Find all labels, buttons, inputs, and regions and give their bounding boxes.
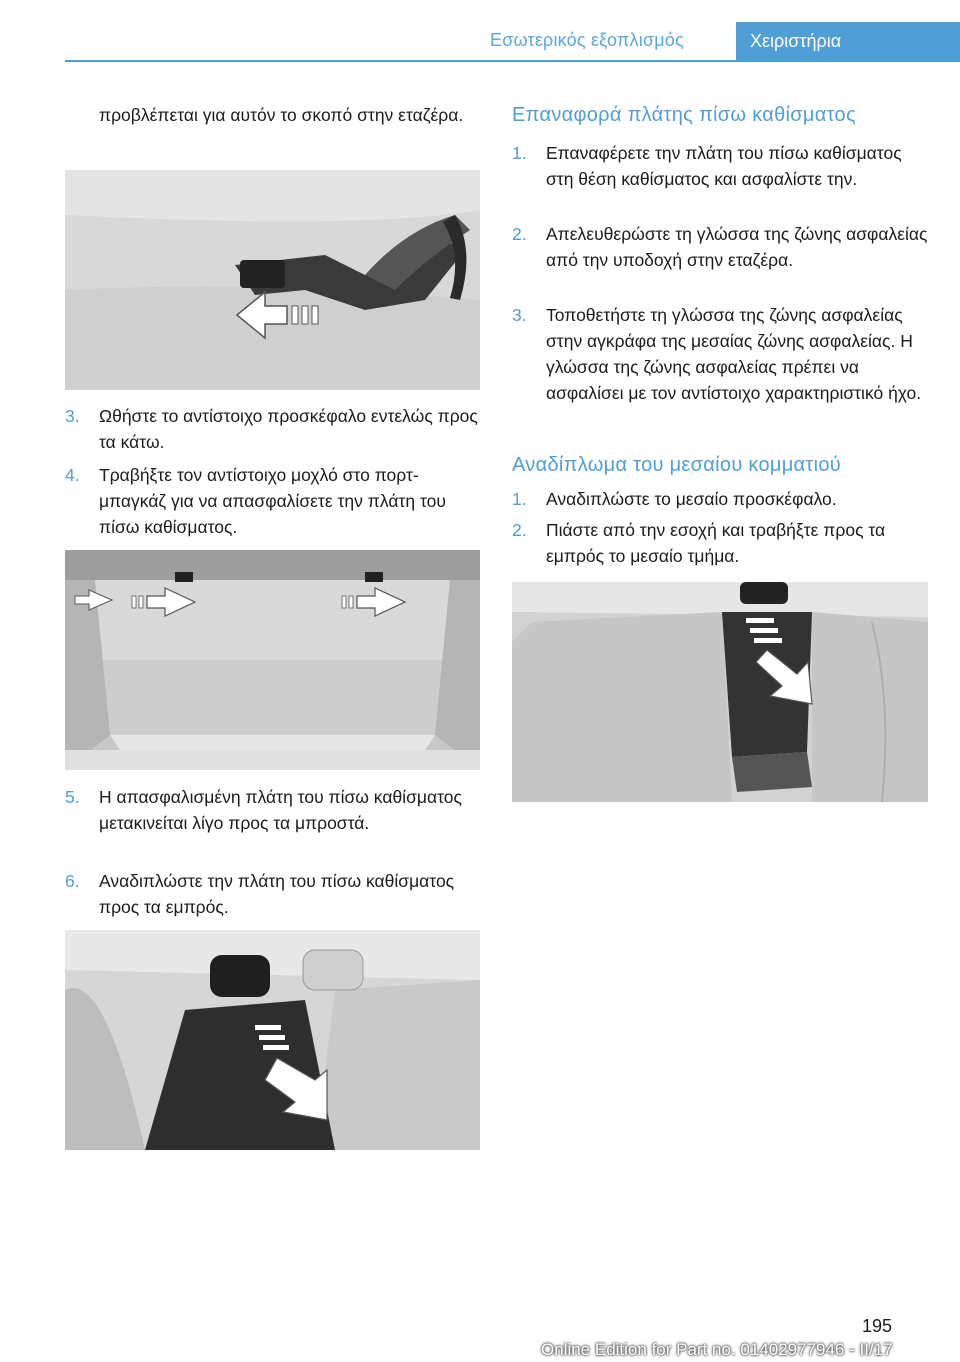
step-item [512,140,928,192]
step-text: Αναδιπλώστε το μεσαίο προσκέφαλο. [546,489,837,509]
step-number: 4. [65,465,80,485]
step-text: Επαναφέρετε την πλάτη του πίσω καθίσματος στη θέση καθίσματος και ασφαλίστε την. [546,143,902,189]
trunk-illustration [65,550,480,770]
step-item [512,486,928,512]
section-heading-fold-middle-section: Αναδίπλωμα του μεσαίου κομματιού [512,454,842,476]
step-text: Πιάστε από την εσοχή και τραβήξτε προς τα εμπρός το μεσαίο τμήμα. [546,520,886,566]
step-text: Τραβήξτε τον αντίστοιχο μοχλό στο πορτμπαγκάζ για να απασφαλίσετε την πλάτη του πίσω καθίσματος. [99,465,446,537]
step-text: Η απασφαλισμένη πλάτη του πίσω καθίσματος μετακινείται λίγο προς τα μπροστά. [99,787,462,833]
step-number: 1. [512,143,527,163]
step-item [65,784,480,836]
seat-fold-illustration [65,930,480,1150]
step-number: 3. [512,305,527,325]
step-number: 5. [65,787,80,807]
step-text: Ωθήστε το αντίστοιχο προσκέφαλο εντελώς προς τα κάτω. [99,406,478,452]
step-item [65,403,480,455]
page-number: 195 [862,1316,893,1336]
intro-paragraph: προβλέπεται για αυτόν το σκοπό στην εταζέρα. [99,105,464,125]
step-item [65,462,480,540]
step-text: Τοποθετήστε τη γλώσσα της ζώνης ασφαλείας στην αγκράφα της μεσαίας ζώνης ασφαλείας. Η γλώσσα της ζώνης ασφαλείας πρέπει να ασφαλίσει με τον αντίστοιχο χαρακτηριστικό ήχο. [546,305,922,403]
step-item [65,868,480,920]
step-number: 1. [512,489,527,509]
footer-edition-note: Online Edition for Part no. 01402977946 - II/17 [541,1340,893,1359]
step-number: 3. [65,406,80,426]
step-text: Αναδιπλώστε την πλάτη του πίσω καθίσματος προς τα εμπρός. [99,871,455,917]
figure-belt-tongue [65,170,480,390]
header-chapter-tab: Χειριστήρια [736,22,960,62]
middle-section-illustration [512,582,928,802]
belt-tongue-illustration [65,170,480,390]
step-text: Απελευθερώστε τη γλώσσα της ζώνης ασφαλείας από την υποδοχή στην εταζέρα. [546,224,928,270]
step-item [512,221,928,273]
step-number: 2. [512,224,527,244]
step-number: 6. [65,871,80,891]
step-item [512,517,928,569]
step-number: 2. [512,520,527,540]
header-section-title: Εσωτερικός εξοπλισμός [490,30,684,50]
figure-middle-section-fold [512,582,928,802]
section-heading-restore-backrest: Επαναφορά πλάτης πίσω καθίσματος [512,104,856,126]
step-item [512,302,928,406]
figure-seat-fold-forward [65,930,480,1150]
figure-trunk-release-levers [65,550,480,770]
